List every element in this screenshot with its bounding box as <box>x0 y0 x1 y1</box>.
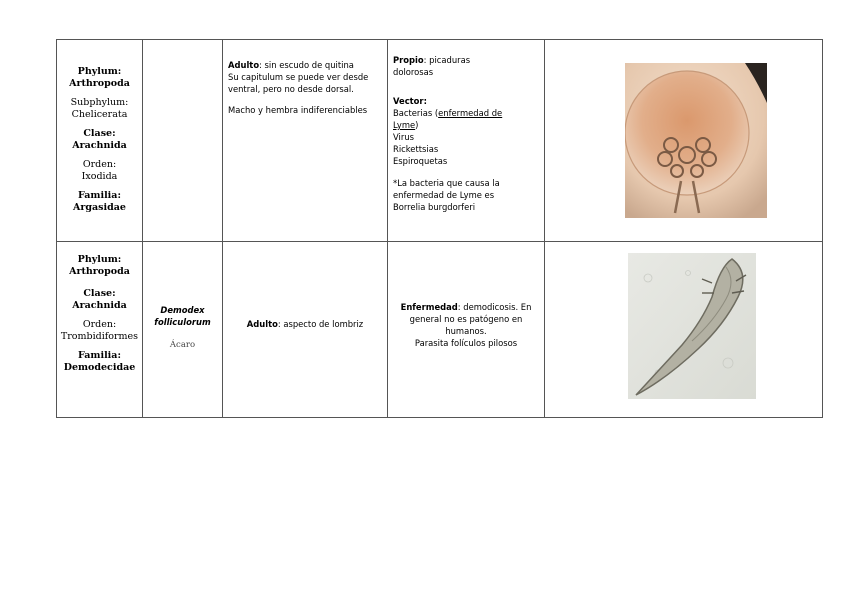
vector-item: Espiroquetas <box>393 156 448 166</box>
bacterias-close: ) <box>415 120 419 130</box>
orden-value: Ixodida <box>81 171 118 182</box>
lyme-link-2[interactable]: Lyme <box>393 120 416 130</box>
common-name: Ácaro <box>169 339 196 350</box>
bacterias-text: Bacterias ( <box>393 108 439 118</box>
adulto-label: Adulto <box>246 318 278 329</box>
harm-line: humanos. <box>445 325 487 336</box>
note-line: enfermedad de Lyme es <box>393 190 495 200</box>
clase-value: Clase: Arachnida <box>72 288 127 311</box>
harm-cell <box>388 40 545 242</box>
adulto-text: : sin escudo de quitina <box>259 60 354 70</box>
taxonomy-cell <box>57 242 143 418</box>
subphylum-label: Subphylum: <box>70 97 129 108</box>
familia-value: Argasidae <box>73 202 126 213</box>
lyme-link[interactable]: enfermedad de <box>438 108 503 118</box>
species-cell <box>143 40 223 242</box>
enfermedad-text: : demodicosis. En <box>457 301 532 312</box>
orden-label: Orden: <box>82 159 117 170</box>
adulto-text: : aspecto de lombriz <box>277 318 364 329</box>
phylum-label: Phylum: <box>77 254 122 265</box>
species-epithet: folliculorum <box>154 316 211 327</box>
adulto-label: Adulto <box>228 60 260 70</box>
subphylum-value: Chelicerata <box>71 109 128 120</box>
vector-label: Vector <box>393 96 424 106</box>
vector-item: Virus <box>393 132 414 142</box>
harm-cell <box>388 242 545 418</box>
note-line: Borrelia burgdorferi <box>393 202 476 212</box>
familia-value: Demodecidae <box>63 362 136 373</box>
species-genus: Demodex <box>160 304 205 315</box>
propio-text: : picaduras <box>423 55 471 65</box>
orden-value: Trombidiformes <box>60 331 139 342</box>
propio-text-2: dolorosas <box>393 67 434 77</box>
species-cell <box>143 242 223 418</box>
morph-line: Macho y hembra indiferenciables <box>228 105 368 115</box>
phylum-label: Phylum: <box>77 66 122 77</box>
harm-line: Parasita folículos pilosos <box>414 337 518 348</box>
propio-label: Propio <box>393 55 424 65</box>
clase-value: Clase: Arachnida <box>72 128 127 151</box>
note-line: *La bacteria que causa la <box>393 178 500 188</box>
morphology-cell <box>223 40 388 242</box>
orden-label: Orden: <box>82 319 117 330</box>
morph-line: Su capitulum se puede ver desde <box>228 72 369 82</box>
enfermedad-label: Enfermedad <box>400 301 458 312</box>
morph-line: ventral, pero no desde dorsal. <box>228 84 354 94</box>
tick-photo <box>625 63 767 218</box>
phylum-value: Arthropoda <box>69 78 130 89</box>
harm-line: general no es patógeno en <box>409 313 523 324</box>
vector-colon: : <box>423 96 427 106</box>
phylum-value: Arthropoda <box>69 266 130 277</box>
demodex-photo <box>628 253 756 399</box>
familia-label: Familia: <box>78 350 121 361</box>
vector-item: Rickettsias <box>393 144 439 154</box>
morphology-cell <box>223 242 388 418</box>
familia-label: Familia: <box>78 190 121 201</box>
taxonomy-cell <box>57 40 143 242</box>
